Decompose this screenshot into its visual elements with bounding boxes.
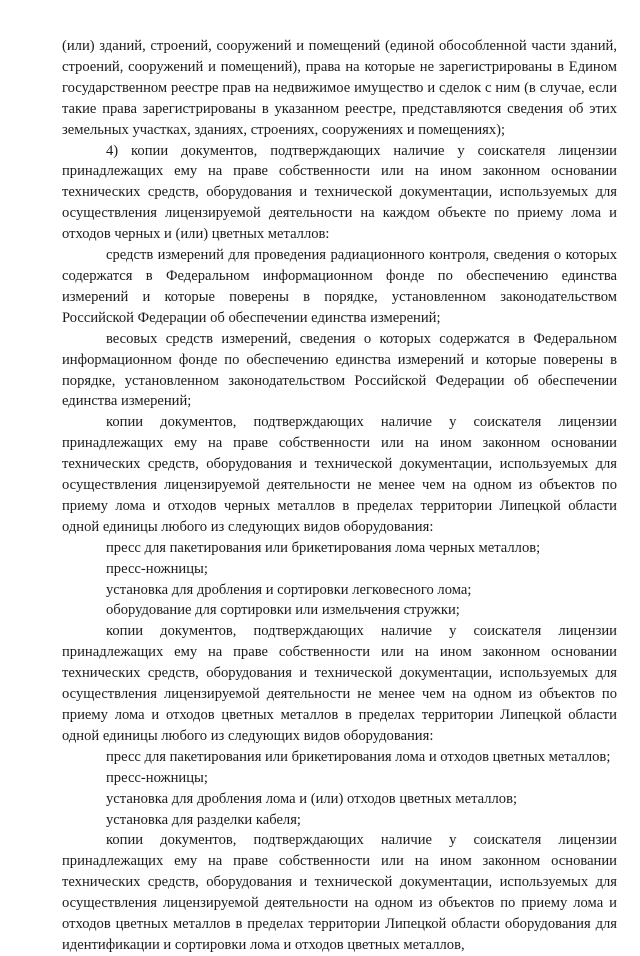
paragraph-radiation-control: средств измерений для проведения радиационного контроля, сведения о которых содержатся в Федеральном информационном фонде по обеспечению единства измерений и которые поверены в порядке, установленном законодательством Российской Федерации об обеспечении единства измерений; bbox=[62, 247, 617, 326]
list-item: оборудование для сортировки или измельчения стружки; bbox=[106, 602, 460, 619]
paragraph-identification-equipment-docs: копии документов, подтверждающих наличие у соискателя лицензии принадлежащих ему на праве собственности или на ином законном основании технических средств, оборудования и технической документации, используемых для осуществления лицензируемой деятельности на одном из объектов по приему лома и отходов цветных металлов в пределах территории Липецкой области оборудования для идентификации и сортировки лома и отходов цветных металлов, bbox=[62, 832, 617, 953]
paragraph-item-4: 4) копии документов, подтверждающих наличие у соискателя лицензии принадлежащих ему на праве собственности или на ином законном основании технических средств, оборудования и технической документации, используемых для осуществления лицензируемой деятельности на каждом объекте по приему лома и отходов черных и (или) цветных металлов: bbox=[62, 142, 617, 243]
paragraph-ferrous-equipment-docs: копии документов, подтверждающих наличие у соискателя лицензии принадлежащих ему на праве собственности или на ином законном основании технических средств, оборудования и технической документации, используемых для осуществления лицензируемой деятельности не менее чем на одном из объектов по приему лома и отходов черных металлов в пределах территории Липецкой области одной единицы любого из следующих видов оборудования: bbox=[62, 414, 617, 535]
document-page bbox=[62, 36, 617, 956]
paragraph-weighing-instruments: весовых средств измерений, сведения о которых содержатся в Федеральном информационном фонде по обеспечению единства измерений и которые поверены в порядке, установленном законодательством Российской Федерации об обеспечении единства измерений; bbox=[62, 330, 617, 410]
paragraph-nonferrous-equipment-docs: копии документов, подтверждающих наличие у соискателя лицензии принадлежащих ему на праве собственности или на ином законном основании технических средств, оборудования и технической документации, используемых для осуществления лицензируемой деятельности не менее чем на одном из объектов по приему лома и отходов цветных металлов в пределах территории Липецкой области одной единицы любого из следующих видов оборудования: bbox=[62, 623, 617, 744]
list-item: установка для дробления лома и (или) отходов цветных металлов; bbox=[106, 790, 518, 807]
list-item: пресс для пакетирования или брикетирования лома черных металлов; bbox=[106, 539, 541, 556]
list-item: установка для разделки кабеля; bbox=[106, 811, 301, 828]
list-item: пресс-ножницы; bbox=[106, 560, 208, 577]
list-item: пресс-ножницы; bbox=[106, 769, 208, 786]
list-item: установка для дробления и сортировки легковесного лома; bbox=[106, 581, 472, 598]
paragraph-continuation: (или) зданий, строений, сооружений и помещений (единой обособленной части зданий, строений, сооружений и помещений), права на которые не зарегистрированы в Едином государственном реестре прав на недвижимое имущество и сделок с ним (в случае, если такие права зарегистрированы в указанном реестре, представляются сведения об этих земельных участках, зданиях, строениях, сооружениях и помещениях); bbox=[62, 38, 617, 138]
list-item: пресс для пакетирования или брикетирования лома и отходов цветных металлов; bbox=[106, 748, 611, 765]
